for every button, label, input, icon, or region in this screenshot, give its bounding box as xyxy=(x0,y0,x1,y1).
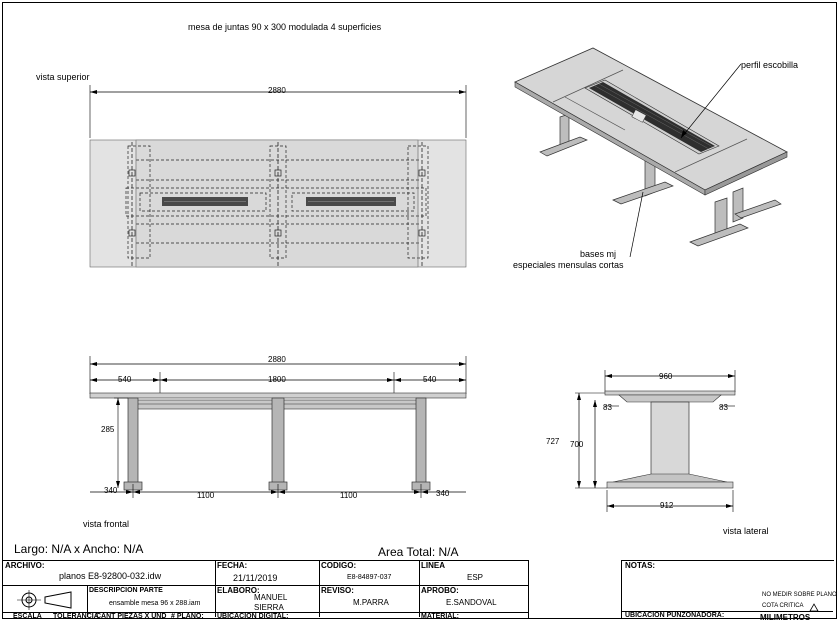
cant-label: CANT PIEZAS X UND xyxy=(96,613,167,620)
aprobo-value: E.SANDOVAL xyxy=(446,598,497,607)
reviso-value: M.PARRA xyxy=(353,598,389,607)
archivo-value: planos E8-92800-032.idw xyxy=(59,571,162,581)
elaboro-value-2: SIERRA xyxy=(254,603,284,612)
dim-side-base: 912 xyxy=(660,501,674,510)
dim-front-foot-right: 340 xyxy=(436,489,450,498)
dim-front-overall: 2880 xyxy=(268,355,286,364)
dim-side-height-inner: 700 xyxy=(570,440,584,449)
desc-value: ensamble mesa 96 x 288.iam xyxy=(109,600,201,607)
aprobo-label: APROBO: xyxy=(421,586,459,595)
view-label-front: vista frontal xyxy=(83,519,130,529)
escala-label: ESCALA xyxy=(13,613,42,620)
tolerancia-label: TOLERANCIA xyxy=(53,613,99,620)
dim-side-height-outer: 727 xyxy=(546,437,560,446)
codigo-value: E8-84897-037 xyxy=(347,574,392,581)
plano-label: # PLANO: xyxy=(171,613,204,620)
view-label-side: vista lateral xyxy=(723,526,769,536)
reviso-label: REVISO: xyxy=(321,586,354,595)
note-1: NO MEDIR SOBRE PLANO xyxy=(762,592,837,598)
elaboro-label: ELABORO: xyxy=(217,586,260,595)
units-label: MILIMETROS xyxy=(760,613,811,622)
dim-front-foot-left: 340 xyxy=(104,486,118,495)
dim-front-right: 540 xyxy=(423,375,437,384)
linea-label: LINEA xyxy=(421,561,445,570)
dim-front-span-left: 1100 xyxy=(197,491,215,500)
callout-bases-line1: bases mj xyxy=(580,249,617,259)
drawing-title: mesa de juntas 90 x 300 modulada 4 superficies xyxy=(188,22,382,32)
ubic-digital-label: UBICACION DIGITAL: xyxy=(217,613,289,620)
callout-bases-line2: especiales mensulas cortas xyxy=(513,260,624,270)
notas-label: NOTAS: xyxy=(625,561,656,570)
dim-side-inset-right: 83 xyxy=(719,403,728,412)
dim-front-left: 540 xyxy=(118,375,132,384)
iso-view-drawing xyxy=(505,42,815,257)
archivo-label: ARCHIVO: xyxy=(5,561,45,570)
dim-side-top: 960 xyxy=(659,372,673,381)
fecha-value: 21/11/2019 xyxy=(233,573,278,583)
desc-label: DESCRIPCION PARTE xyxy=(89,587,163,594)
callout-profile: perfil escobilla xyxy=(741,60,799,70)
dim-front-height: 285 xyxy=(101,425,115,434)
linea-value: ESP xyxy=(467,573,484,582)
dim-side-inset-left: 83 xyxy=(603,403,612,412)
title-block xyxy=(3,560,837,622)
projection-symbol-icon xyxy=(11,589,83,611)
elaboro-value-1: MANUEL xyxy=(254,593,288,602)
dim-top-overall: 2880 xyxy=(268,86,286,95)
critical-triangle-icon xyxy=(809,603,819,612)
top-view-drawing xyxy=(80,80,480,280)
fecha-label: FECHA: xyxy=(217,561,248,570)
size-info: Largo: N/A x Ancho: N/A xyxy=(14,542,144,556)
dim-front-center: 1800 xyxy=(268,375,286,384)
codigo-label: CODIGO: xyxy=(321,561,357,570)
dim-front-span-right: 1100 xyxy=(340,491,358,500)
material-label: MATERIAL: xyxy=(421,613,459,620)
ubic-punz-label: UBICACION PUNZONADORA: xyxy=(625,612,725,619)
note-2: COTA CRITICA xyxy=(762,603,804,609)
view-label-top: vista superior xyxy=(36,72,90,82)
area-info: Area Total: N/A xyxy=(378,545,459,559)
